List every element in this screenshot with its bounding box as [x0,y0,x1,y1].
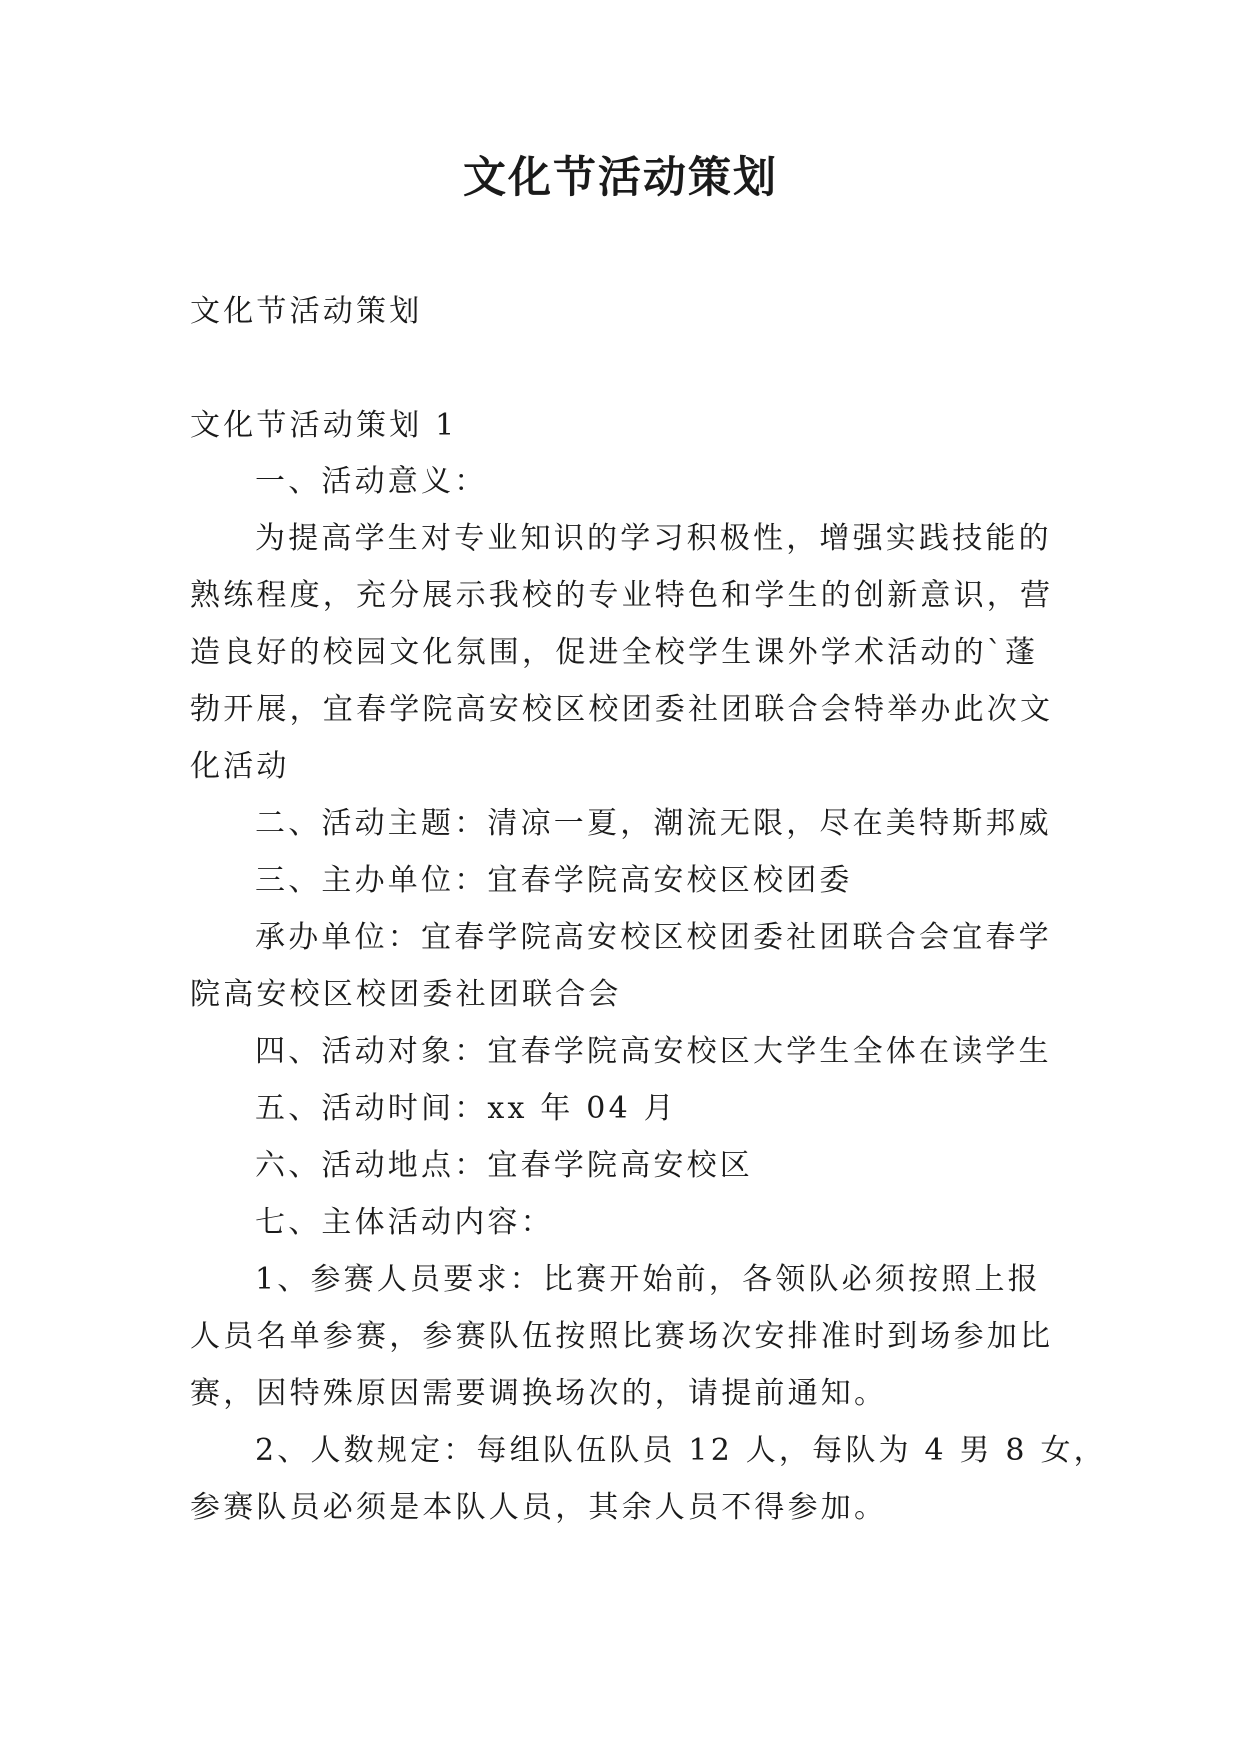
paragraph-line: 化活动 [190,749,290,784]
heading-activity-significance: 一、活动意义： [255,464,488,499]
paragraph-line: 人员名单参赛，参赛队伍按照比赛场次安排准时到场参加比 [190,1319,1054,1354]
document-title: 文化节活动策划 [463,153,778,203]
paragraph-line: 为提高学生对专业知识的学习积极性，增强实践技能的 [255,521,1052,556]
target-audience: 四、活动对象：宜春学院高安校区大学生全体在读学生 [255,1034,1052,1069]
paragraph-line: 参赛队员必须是本队人员，其余人员不得参加。 [190,1490,888,1525]
paragraph-line: 勃开展，宜春学院高安校区校团委社团联合会特举办此次文 [190,692,1054,727]
paragraph-line: 熟练程度，充分展示我校的专业特色和学生的创新意识，营 [190,578,1054,613]
paragraph-line: 造良好的校园文化氛围，促进全校学生课外学术活动的`蓬 [190,635,1039,670]
host-unit: 三、主办单位：宜春学院高安校区校团委 [255,863,853,898]
activity-theme: 二、活动主题：清凉一夏，潮流无限，尽在美特斯邦威 [255,806,1052,841]
paragraph-line: 院高安校区校团委社团联合会 [190,977,622,1012]
document-subtitle: 文化节活动策划 [190,294,423,329]
section-heading: 文化节活动策划 1 [190,408,458,443]
organizer-unit: 承办单位：宜春学院高安校区校团委社团联合会宜春学 [255,920,1052,955]
heading-main-content: 七、主体活动内容： [255,1205,554,1240]
activity-location: 六、活动地点：宜春学院高安校区 [255,1148,753,1183]
activity-time: 五、活动时间：xx 年 04 月 [255,1091,677,1126]
rule-team-size: 2、人数规定：每组队伍队员 12 人，每队为 4 男 8 女， [255,1433,1107,1468]
rule-participants: 1、参赛人员要求：比赛开始前，各领队必须按照上报 [255,1262,1041,1297]
paragraph-line: 赛，因特殊原因需要调换场次的，请提前通知。 [190,1376,888,1411]
